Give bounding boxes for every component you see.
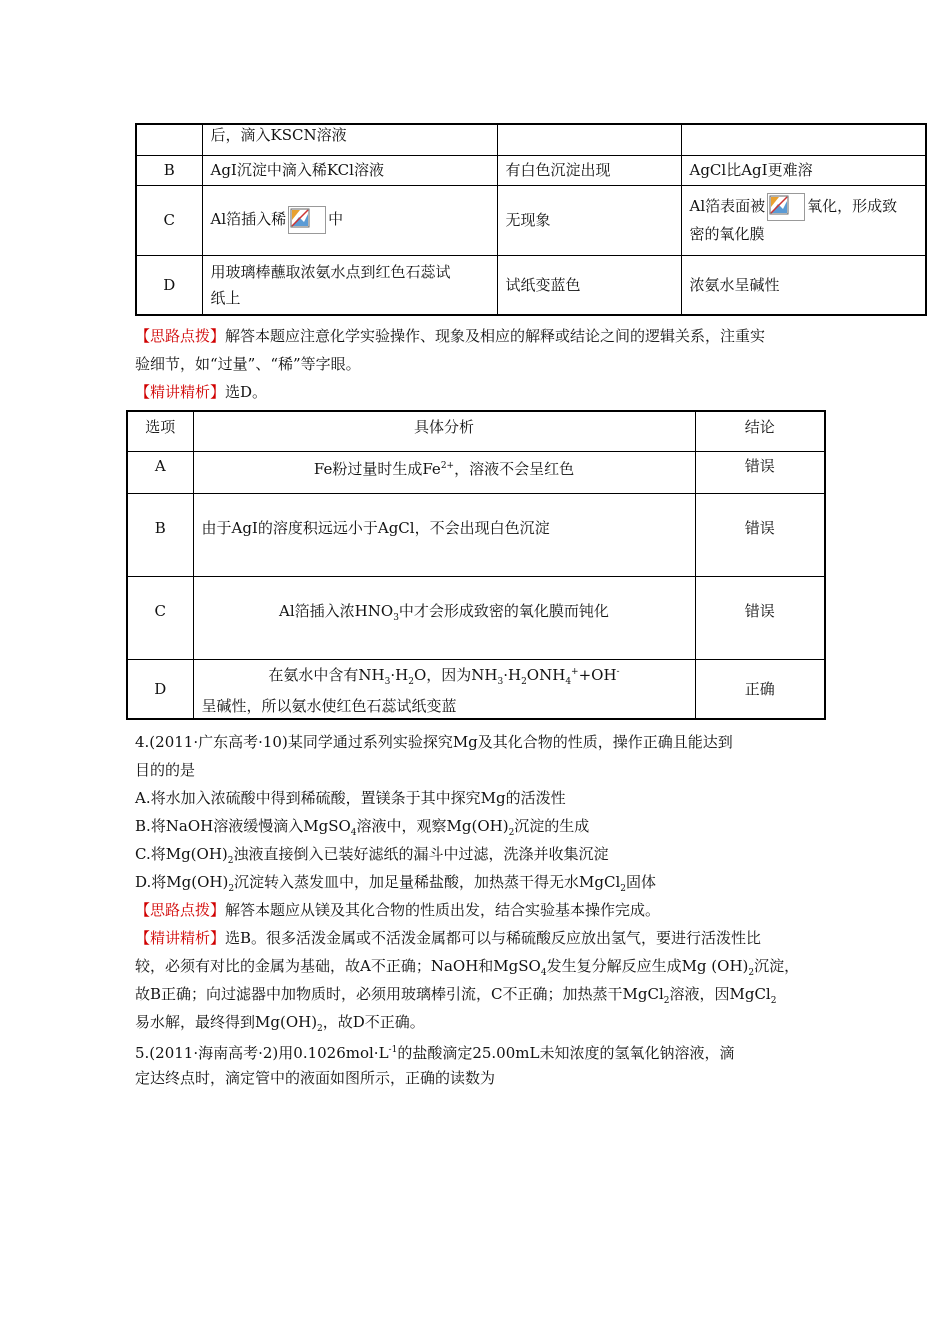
question-text: 的盐酸滴定25.00mL未知浓度的氢氧化钠溶液，滴 [397, 1044, 735, 1062]
hint-text: 解答本题应从镁及其化合物的性质出发，结合实验基本操作完成。 [225, 901, 661, 919]
question-text: 5.(2011·海南高考·2)用0.1026mol·L [135, 1044, 389, 1062]
analysis-paragraph [135, 924, 825, 952]
operation-cell: AgI沉淀中滴入稀KCl溶液 [202, 155, 497, 185]
question-5-stem-cont: 定达终点时，滴定管中的液面如图所示，正确的读数为 [135, 1069, 496, 1087]
table-row [136, 124, 926, 155]
detail-text: ·H [390, 665, 409, 684]
subscript: 2 [663, 996, 670, 1006]
question-5-stem [135, 1036, 825, 1067]
subscript: 2 [770, 996, 777, 1006]
analysis-table [126, 410, 826, 720]
analysis-text: 选D。 [225, 383, 268, 401]
detail-line [202, 660, 687, 694]
detail-text: Fe粉过量时生成Fe [313, 459, 441, 478]
subscript: 3 [393, 612, 399, 623]
subscript: 3 [384, 676, 391, 687]
option-cell: C [136, 185, 202, 255]
header-option: 选项 [127, 411, 193, 451]
option-cell: B [136, 155, 202, 185]
hint-paragraph [135, 896, 825, 924]
analysis-text: 选B。很多活泼金属或不活泼金属都可以与稀硫酸反应放出氢气，要进行活泼性比 [225, 929, 762, 947]
option-text: 沉淀的生成 [514, 817, 590, 835]
operation-text: Al箔插入稀 [210, 210, 287, 228]
operation-text: 用玻璃棒蘸取浓氨水点到红色石蕊试 [210, 262, 451, 281]
analysis-text: 故B正确；向过滤器中加物质时，必须用玻璃棒引流，C不正确；加热蒸干MgCl [135, 985, 664, 1003]
conclusion-cell [681, 124, 926, 155]
option-cell: B [127, 493, 193, 576]
phenomenon-cell: 无现象 [497, 185, 681, 255]
table-row [127, 451, 825, 493]
subscript: 2 [521, 676, 527, 687]
hint-paragraph [135, 322, 825, 350]
subscript: 4 [350, 828, 357, 838]
header-detail: 具体分析 [193, 411, 695, 451]
analysis-text: 较，必须有对比的金属为基础，故A不正确；NaOH和MgSO [135, 957, 541, 975]
conclusion-cell: 浓氨水呈碱性 [681, 255, 926, 315]
detail-text: +OH [578, 665, 617, 684]
subscript: 2 [227, 856, 234, 866]
conclusion-cell: 错误 [695, 576, 825, 659]
option-a: A.将水加入浓硫酸中得到稀硫酸，置镁条于其中探究Mg的活泼性 [135, 789, 566, 807]
subscript: 2 [748, 968, 755, 978]
subscript: 4 [540, 968, 547, 978]
table-row [127, 659, 825, 719]
table-header-row [127, 411, 825, 451]
analysis-text: 溶液，因MgCl [669, 985, 771, 1003]
table-row [136, 185, 926, 255]
option-cell: C [127, 576, 193, 659]
conclusion-cell: AgCl比AgI更难溶 [681, 155, 926, 185]
analysis-text: ，故D不正确。 [322, 1013, 425, 1031]
detail-cell: 由于AgI的溶度积远远小于AgCl，不会出现白色沉淀 [193, 493, 695, 576]
question-4-stem: 4.(2011·广东高考·10)某同学通过系列实验探究Mg及其化合物的性质，操作正确且能达到 [135, 733, 733, 751]
detail-text: Al箔插入浓HNO [279, 601, 394, 620]
conclusion-cell: 正确 [695, 659, 825, 719]
option-text: 沉淀转入蒸发皿中，加足量稀盐酸，加热蒸干得无水MgCl [234, 873, 621, 891]
phenomenon-cell [497, 124, 681, 155]
hint-paragraph-cont: 验细节，如“过量”、“稀”等字眼。 [135, 355, 361, 373]
table-row [136, 255, 926, 315]
charge-superscript: 2+ [440, 460, 455, 471]
broken-image-icon [767, 193, 805, 221]
charge-superscript: - [616, 666, 620, 677]
option-cell: A [127, 451, 193, 493]
operation-cell [202, 185, 497, 255]
conclusion-cell [681, 185, 926, 255]
conclusion-text: Al箔表面被 [689, 197, 766, 215]
analysis-label: 【精讲精析】 [135, 929, 226, 947]
subscript: 2 [408, 676, 414, 687]
option-text: 固体 [626, 873, 657, 891]
operation-cell: 后，滴入KSCN溶液 [202, 124, 497, 155]
option-cell [136, 124, 202, 155]
phenomenon-cell: 试纸变蓝色 [497, 255, 681, 315]
analysis-paragraph [135, 378, 825, 406]
detail-line: 呈碱性，所以氨水使红色石蕊试纸变蓝 [201, 696, 457, 715]
experiment-table [135, 123, 927, 316]
conclusion-cell: 错误 [695, 493, 825, 576]
table-row [127, 576, 825, 659]
detail-text: ONH [526, 665, 566, 684]
subscript: 3 [497, 676, 504, 687]
detail-cell [193, 576, 695, 659]
hint-label: 【思路点拨】 [135, 327, 226, 345]
option-cell: D [136, 255, 202, 315]
detail-text: 在氨水中含有NH [268, 665, 385, 684]
detail-cell [193, 659, 695, 719]
option-text: C.将Mg(OH) [135, 845, 228, 863]
option-cell: D [127, 659, 193, 719]
superscript: -1 [388, 1045, 398, 1055]
hint-label: 【思路点拨】 [135, 901, 226, 919]
table-row [127, 493, 825, 576]
subscript: 2 [620, 884, 627, 894]
detail-text: O，因为NH [413, 665, 498, 684]
operation-text: 中 [328, 210, 344, 228]
subscript: 2 [508, 828, 515, 838]
analysis-text: 沉淀， [754, 957, 800, 975]
option-text: D.将Mg(OH) [135, 873, 229, 891]
question-4-stem-cont: 目的的是 [135, 761, 196, 779]
broken-image-icon [288, 206, 326, 234]
analysis-label: 【精讲精析】 [135, 383, 226, 401]
subscript: 4 [565, 676, 572, 687]
detail-text: ，溶液不会呈红色 [454, 459, 575, 478]
conclusion-text: 氧化，形成致 [807, 197, 898, 215]
table-row [136, 155, 926, 185]
charge-superscript: + [571, 666, 579, 677]
phenomenon-cell: 有白色沉淀出现 [497, 155, 681, 185]
conclusion-cell: 错误 [695, 451, 825, 493]
analysis-text: 发生复分解反应生成Mg (OH) [546, 957, 749, 975]
hint-text: 解答本题应注意化学实验操作、现象及相应的解释或结论之间的逻辑关系，注重实 [225, 327, 766, 345]
option-text: 溶液中，观察Mg(OH) [356, 817, 509, 835]
subscript: 2 [228, 884, 235, 894]
detail-cell [193, 451, 695, 493]
option-text: 浊液直接倒入已装好滤纸的漏斗中过滤，洗涤并收集沉淀 [233, 845, 609, 863]
conclusion-text: 密的氧化膜 [689, 225, 765, 243]
subscript: 2 [317, 1024, 323, 1034]
operation-text: 纸上 [210, 288, 241, 307]
operation-cell [202, 255, 497, 315]
analysis-text: 易水解，最终得到Mg(OH) [135, 1013, 318, 1031]
header-conclusion: 结论 [695, 411, 825, 451]
detail-text: 中才会形成致密的氧化膜而钝化 [398, 601, 609, 620]
option-text: B.将NaOH溶液缓慢滴入MgSO [135, 817, 351, 835]
detail-text: ·H [503, 665, 522, 684]
